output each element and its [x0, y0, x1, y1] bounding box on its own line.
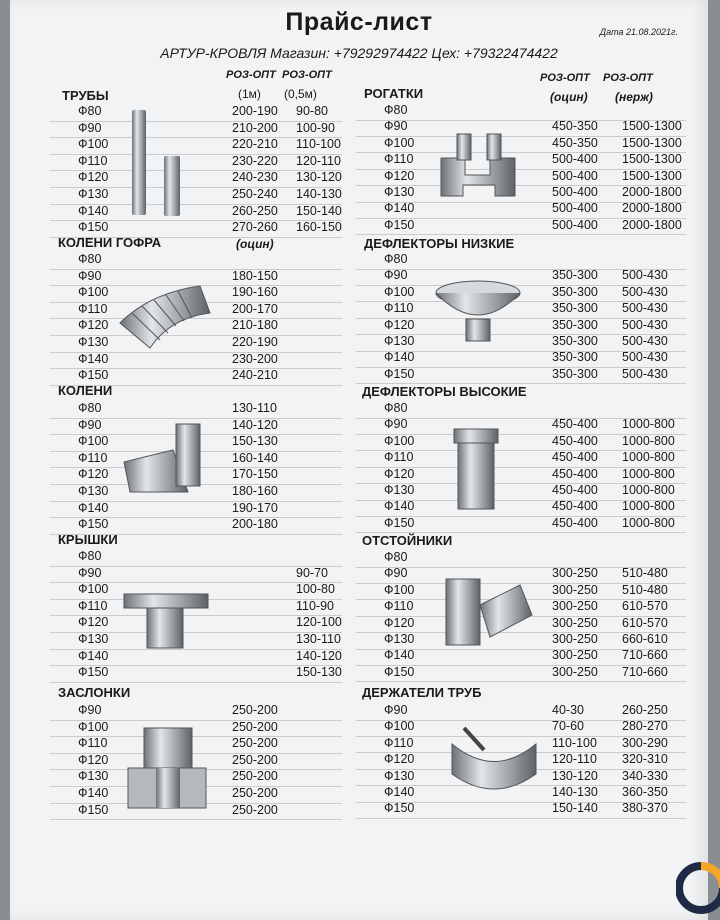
price-cell: 120-110 [296, 153, 341, 168]
price-cell: 140-130 [552, 785, 598, 799]
section-title: ДЕРЖАТЕЛИ ТРУБ [362, 685, 482, 700]
diameter-cell: Ф110 [78, 301, 108, 316]
diameter-cell: Ф100 [384, 135, 415, 150]
price-row [356, 401, 686, 419]
diameter-cell: Ф90 [384, 566, 408, 581]
price-cell: 500-430 [622, 284, 668, 299]
price-cell: 70-60 [552, 719, 584, 734]
diameter-cell: Ф90 [78, 268, 102, 283]
diameter-cell: Ф90 [78, 703, 102, 717]
diameter-cell: Ф100 [78, 434, 109, 449]
price-cell: 100-90 [296, 120, 335, 135]
left-header-1b: (1м) [238, 87, 261, 101]
diameter-cell: Ф80 [78, 401, 102, 415]
diameter-cell: Ф100 [384, 433, 415, 448]
diameter-cell: Ф150 [384, 801, 415, 816]
right-header-1: РОЗ-ОПТ [540, 72, 590, 84]
diameter-cell: Ф80 [384, 550, 408, 564]
price-row [356, 450, 686, 468]
price-cell: 500-400 [552, 152, 598, 167]
price-row [356, 801, 686, 819]
section-title: КОЛЕНИ ГОФРА [58, 235, 162, 250]
price-cell: 300-250 [552, 599, 598, 614]
price-row [50, 665, 342, 683]
price-cell: 610-570 [622, 615, 668, 630]
price-cell: 500-430 [622, 268, 668, 283]
price-cell: 160-150 [296, 220, 342, 235]
left-header-2b: (0,5м) [284, 87, 317, 101]
elbow-image [118, 422, 208, 502]
price-cell: 300-250 [552, 648, 598, 663]
diameter-cell: Ф120 [78, 170, 109, 185]
price-cell: 350-300 [552, 317, 598, 332]
pipe-holder-image [444, 724, 544, 804]
price-cell: 350-300 [552, 334, 598, 348]
diameter-cell: Ф130 [78, 187, 109, 201]
price-cell: 250-200 [232, 752, 278, 767]
price-cell: 120-110 [552, 752, 597, 767]
diameter-cell: Ф150 [384, 664, 415, 679]
price-cell: 130-120 [296, 170, 342, 185]
price-row [50, 252, 342, 270]
price-cell: 1000-800 [622, 433, 675, 448]
diameter-cell: Ф100 [78, 137, 109, 152]
price-cell: 1500-1300 [622, 119, 682, 134]
price-cell: 2000-1800 [622, 185, 682, 199]
price-cell: 130-120 [552, 768, 598, 783]
price-row [50, 703, 342, 721]
diameter-cell: Ф150 [78, 368, 109, 383]
price-row [356, 417, 686, 435]
price-cell: 110-100 [296, 137, 341, 152]
diameter-cell: Ф120 [384, 615, 415, 630]
diameter-cell: Ф140 [384, 785, 415, 799]
section-title: КРЫШКИ [58, 532, 118, 547]
diameter-cell: Ф150 [384, 217, 415, 232]
diameter-cell: Ф140 [78, 203, 109, 218]
price-cell: 90-80 [296, 104, 328, 118]
diameter-cell: Ф100 [78, 719, 109, 734]
price-cell: 1000-800 [622, 515, 675, 530]
price-cell: 1000-800 [622, 483, 675, 497]
price-row [50, 549, 342, 567]
price-cell: 270-260 [232, 220, 278, 235]
price-cell: 350-300 [552, 350, 598, 365]
diameter-cell: Ф140 [384, 350, 415, 365]
diameter-cell: Ф90 [384, 119, 408, 134]
price-cell: 110-90 [296, 598, 334, 613]
price-cell: 220-210 [232, 137, 278, 152]
price-row [356, 483, 686, 501]
diameter-cell: Ф140 [384, 648, 415, 663]
price-cell: 250-200 [232, 769, 278, 784]
price-list-sheet [10, 0, 708, 920]
chimney-cap-image [122, 584, 212, 654]
price-cell: 450-400 [552, 515, 598, 530]
price-row [50, 501, 342, 519]
right-header-2: РОЗ-ОПТ [603, 72, 653, 84]
right-header-1b: (оцин) [550, 90, 588, 104]
price-cell: 250-200 [232, 703, 278, 717]
price-cell: 180-150 [232, 268, 278, 283]
price-row [50, 401, 342, 419]
page-title: Прайс-лист [285, 8, 433, 36]
diameter-cell: Ф110 [78, 153, 108, 168]
price-cell: 90-70 [296, 565, 328, 580]
diameter-cell: Ф120 [78, 318, 109, 333]
price-cell: 260-250 [232, 203, 278, 218]
price-cell: 120-100 [296, 615, 342, 630]
diameter-cell: Ф110 [78, 736, 108, 751]
diameter-cell: Ф90 [78, 417, 102, 432]
price-cell: 340-330 [622, 768, 668, 783]
diameter-cell: Ф130 [384, 632, 415, 646]
price-cell: 500-430 [622, 366, 668, 381]
diameter-cell: Ф110 [384, 599, 414, 614]
price-cell: 150-130 [232, 434, 278, 449]
diameter-cell: Ф120 [78, 467, 109, 482]
price-cell: 150-130 [296, 665, 342, 680]
diameter-cell: Ф110 [78, 598, 108, 613]
diameter-cell: Ф110 [78, 450, 108, 465]
price-cell: 510-480 [622, 582, 668, 597]
low-deflector-image [432, 275, 527, 345]
diameter-cell: Ф80 [78, 104, 102, 118]
diameter-cell: Ф80 [78, 252, 102, 266]
price-cell: 2000-1800 [622, 217, 682, 232]
diameter-cell: Ф80 [78, 549, 102, 563]
diameter-cell: Ф150 [384, 515, 415, 530]
diameter-cell: Ф120 [384, 317, 415, 332]
price-row [356, 665, 686, 683]
diameter-cell: Ф130 [78, 484, 109, 498]
diameter-cell: Ф80 [384, 103, 408, 117]
price-cell: 450-400 [552, 499, 598, 514]
price-cell: 300-250 [552, 632, 598, 646]
price-cell: 710-660 [622, 664, 668, 679]
price-cell: 1000-800 [622, 466, 675, 481]
diameter-cell: Ф90 [384, 417, 408, 432]
price-cell: 200-180 [232, 517, 278, 532]
diameter-cell: Ф140 [78, 786, 109, 800]
diameter-cell: Ф100 [78, 285, 109, 300]
price-cell: 450-350 [552, 119, 598, 134]
high-deflector-image [450, 425, 505, 510]
price-cell: 450-350 [552, 135, 598, 150]
price-cell: 500-430 [622, 301, 668, 316]
price-row [356, 252, 686, 270]
section-title: ОТСТОЙНИКИ [362, 533, 453, 548]
diameter-cell: Ф110 [384, 301, 414, 316]
diameter-cell: Ф90 [384, 703, 408, 717]
price-cell: 160-140 [232, 450, 278, 465]
price-cell: 130-110 [232, 401, 277, 415]
damper-image [126, 726, 211, 816]
company-contacts: АРТУР-КРОВЛЯ Магазин: +79292974422 Цех: +79322474422 [160, 45, 558, 61]
price-cell: 100-80 [296, 582, 335, 597]
price-cell: 140-130 [296, 187, 342, 201]
price-row [356, 467, 686, 485]
price-cell: 450-400 [552, 483, 598, 497]
price-row [356, 350, 686, 368]
y-branch-image [435, 130, 530, 200]
right-header-2b: (нерж) [615, 90, 653, 104]
price-cell: 230-220 [232, 153, 278, 168]
price-row [356, 103, 686, 121]
price-cell: 300-250 [552, 664, 598, 679]
price-row [356, 703, 686, 721]
price-cell: 1500-1300 [622, 135, 682, 150]
price-cell: 210-180 [232, 318, 278, 333]
price-cell: 250-200 [232, 736, 278, 751]
price-cell: 500-430 [622, 350, 668, 365]
diameter-cell: Ф100 [384, 719, 415, 734]
price-cell: 110-100 [552, 735, 597, 750]
price-cell: 500-400 [552, 168, 598, 183]
diameter-cell: Ф140 [384, 499, 415, 514]
diameter-cell: Ф150 [78, 665, 109, 680]
price-cell: 350-300 [552, 268, 598, 283]
section-title: ТРУБЫ [62, 88, 109, 103]
price-cell: 280-270 [622, 719, 668, 734]
diameter-cell: Ф120 [78, 615, 109, 630]
watermark-logo-icon [676, 862, 720, 914]
price-row [50, 566, 342, 584]
price-cell: 200-190 [232, 104, 278, 118]
price-cell: 500-400 [552, 201, 598, 216]
price-cell: 200-170 [232, 301, 278, 316]
price-cell: 1000-800 [622, 499, 675, 514]
price-row [356, 499, 686, 517]
price-cell: 500-400 [552, 185, 598, 199]
diameter-cell: Ф90 [78, 565, 102, 580]
diameter-cell: Ф150 [384, 366, 415, 381]
price-cell: 450-400 [552, 433, 598, 448]
diameter-cell: Ф110 [384, 152, 414, 167]
price-cell: 250-240 [232, 187, 278, 201]
price-cell: 350-300 [552, 301, 598, 316]
diameter-cell: Ф120 [384, 168, 415, 183]
section-title: ЗАСЛОНКИ [58, 685, 131, 700]
diameter-cell: Ф130 [78, 335, 109, 349]
price-cell: 300-250 [552, 566, 598, 581]
price-cell: 300-250 [552, 615, 598, 630]
price-row [356, 550, 686, 568]
diameter-cell: Ф100 [78, 582, 109, 597]
diameter-cell: Ф140 [78, 648, 109, 663]
price-cell: 240-230 [232, 170, 278, 185]
price-cell: 300-250 [552, 582, 598, 597]
section-title: ДЕФЛЕКТОРЫ НИЗКИЕ [364, 236, 515, 251]
price-cell: 140-120 [296, 648, 342, 663]
diameter-cell: Ф100 [384, 582, 415, 597]
price-cell: 40-30 [552, 703, 584, 717]
price-cell: 250-200 [232, 719, 278, 734]
diameter-cell: Ф150 [78, 517, 109, 532]
price-cell: 250-200 [232, 802, 278, 817]
diameter-cell: Ф80 [384, 252, 408, 266]
price-cell: 300-290 [622, 735, 668, 750]
price-cell: 140-120 [232, 417, 278, 432]
price-cell: 500-400 [552, 217, 598, 232]
price-row [356, 516, 686, 534]
price-cell: 350-300 [552, 366, 598, 381]
diameter-cell: Ф150 [78, 802, 109, 817]
diameter-cell: Ф150 [78, 220, 109, 235]
diameter-cell: Ф120 [78, 752, 109, 767]
price-cell: 150-140 [552, 801, 598, 816]
price-cell: 380-370 [622, 801, 668, 816]
section-title: КОЛЕНИ [58, 383, 113, 398]
price-cell: 360-350 [622, 785, 668, 799]
price-cell: 350-300 [552, 284, 598, 299]
price-cell: 130-110 [296, 632, 341, 646]
price-cell: 660-610 [622, 632, 668, 646]
price-cell: 500-430 [622, 317, 668, 332]
diameter-cell: Ф130 [78, 769, 109, 784]
diameter-cell: Ф110 [384, 735, 414, 750]
price-cell: 230-200 [232, 351, 278, 366]
price-cell: 2000-1800 [622, 201, 682, 216]
corrugated-elbow-image [110, 278, 220, 358]
price-cell: 610-570 [622, 599, 668, 614]
diameter-cell: Ф90 [78, 120, 102, 135]
diameter-cell: Ф110 [384, 450, 414, 465]
price-row [356, 218, 686, 236]
diameter-cell: Ф130 [384, 483, 415, 497]
price-cell: 190-160 [232, 285, 278, 300]
diameter-cell: Ф120 [384, 466, 415, 481]
price-cell: 210-200 [232, 120, 278, 135]
price-cell: 250-200 [232, 786, 278, 800]
price-cell: 450-400 [552, 466, 598, 481]
price-cell: 190-170 [232, 500, 278, 515]
price-cell: 220-190 [232, 335, 278, 349]
price-cell: 710-660 [622, 648, 668, 663]
price-cell: 170-150 [232, 467, 278, 482]
price-cell: 450-400 [552, 417, 598, 432]
section-note: (оцин) [236, 237, 274, 251]
price-cell: 240-210 [232, 368, 278, 383]
diameter-cell: Ф130 [384, 334, 415, 348]
diameter-cell: Ф140 [78, 351, 109, 366]
price-cell: 320-310 [622, 752, 668, 767]
price-cell: 1000-800 [622, 450, 675, 465]
diameter-cell: Ф100 [384, 284, 415, 299]
price-cell: 450-400 [552, 450, 598, 465]
diameter-cell: Ф90 [384, 268, 408, 283]
price-cell: 1500-1300 [622, 168, 682, 183]
diameter-cell: Ф120 [384, 752, 415, 767]
left-header-1: РОЗ-ОПТ [226, 69, 276, 81]
price-row [356, 367, 686, 385]
diameter-cell: Ф130 [384, 768, 415, 783]
chimney-pipes-image [120, 108, 200, 218]
price-cell: 150-140 [296, 203, 342, 218]
price-cell: 1000-800 [622, 417, 675, 432]
diameter-cell: Ф130 [384, 185, 415, 199]
price-cell: 260-250 [622, 703, 668, 717]
price-cell: 180-160 [232, 484, 278, 498]
price-row [356, 201, 686, 219]
diameter-cell: Ф80 [384, 401, 408, 415]
settling-tank-image [440, 575, 540, 660]
price-cell: 500-430 [622, 334, 668, 348]
diameter-cell: Ф140 [78, 500, 109, 515]
section-title: РОГАТКИ [364, 86, 424, 101]
price-cell: 1500-1300 [622, 152, 682, 167]
section-title: ДЕФЛЕКТОРЫ ВЫСОКИЕ [362, 384, 527, 399]
diameter-cell: Ф130 [78, 632, 109, 646]
price-row [356, 434, 686, 452]
left-header-2: РОЗ-ОПТ [282, 69, 332, 81]
diameter-cell: Ф140 [384, 201, 415, 216]
price-cell: 510-480 [622, 566, 668, 581]
date-label: Дата 21.08.2021г. [599, 27, 678, 37]
